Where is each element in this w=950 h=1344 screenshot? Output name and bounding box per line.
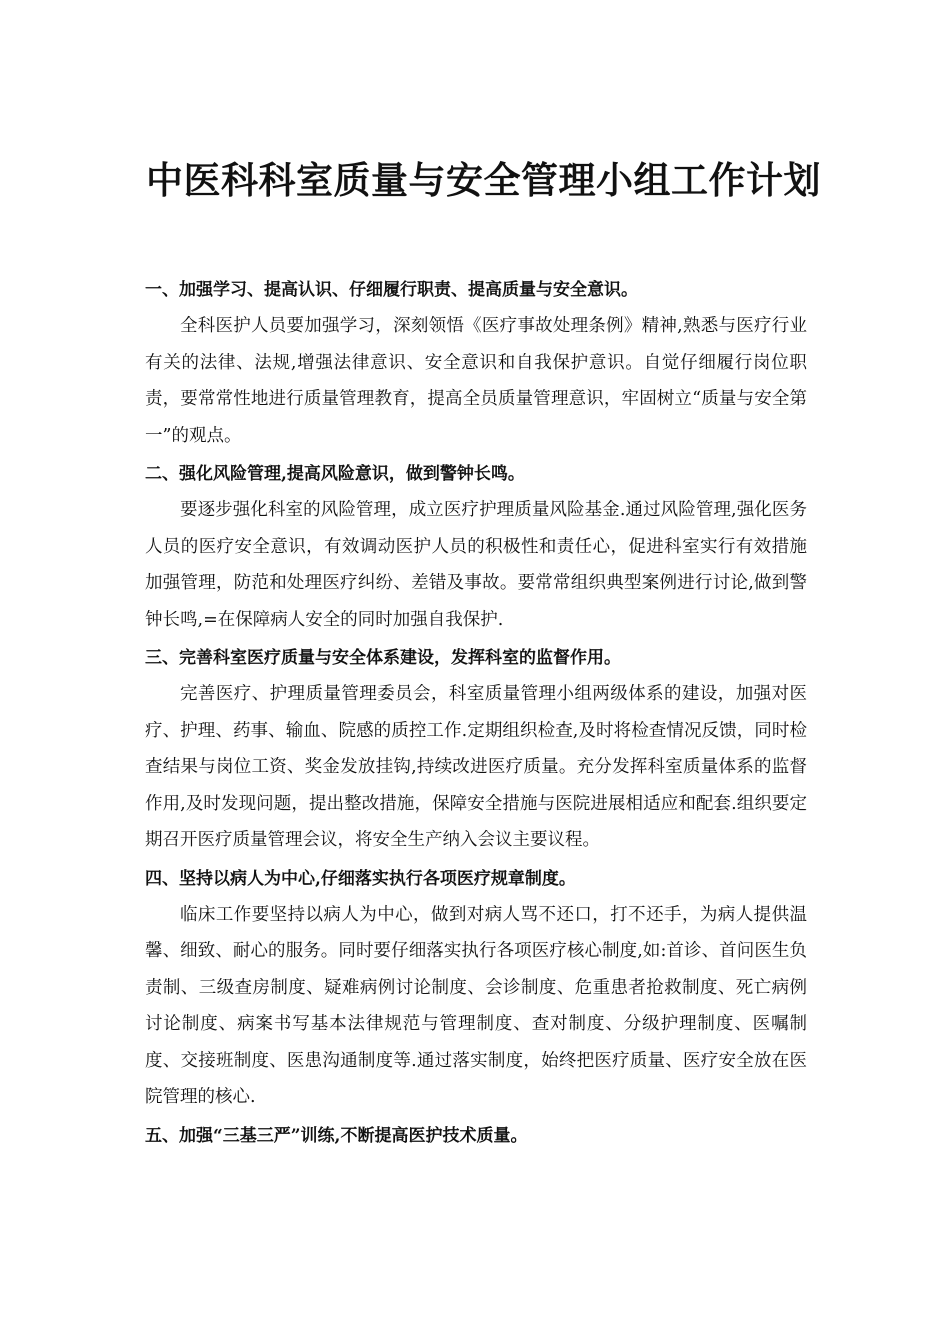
section-2 [145,454,807,638]
section-5 [145,1116,807,1156]
section-heading: 二、强化风险管理,提高风险意识，做到警钟长鸣。 [145,464,525,484]
section-paragraph: 完善医疗、护理质量管理委员会，科室质量管理小组两级体系的建设，加强对医疗、护理、药事、输血、院感的质控工作.定期组织检查,及时将检查情况反馈，同时检查结果与岗位工资、奖金发放挂钩,持续改进医疗质量。充分发挥科室质量体系的监督作用,及时发现问题，提出整改措施，保障安全措施与医院进展相适应和配套.组织要定期召开医疗质量管理会议，将安全生产纳入会议主要议程。 [145,684,807,850]
section-4 [145,859,807,1116]
section-paragraph: 全科医护人员要加强学习，深刻领悟《医疗事故处理条例》精神,熟悉与医疗行业有关的法律、法规,增强法律意识、安全意识和自我保护意识。自觉仔细履行岗位职责，要常常性地进行质量管理教育，提高全员质量管理意识，牢固树立“质量与安全第一”的观点。 [145,316,807,446]
section-heading: 五、加强“三基三严”训练,不断提高医护技术质量。 [145,1125,528,1146]
section-heading: 四、坚持以病人为中心,仔细落实执行各项医疗规章制度。 [145,868,576,889]
section-3 [145,638,807,859]
document-body [145,270,807,1156]
section-paragraph: 要逐步强化科室的风险管理，成立医疗护理质量风险基金.通过风险管理,强化医务人员的医疗安全意识，有效调动医护人员的积极性和责任心，促进科室实行有效措施加强管理，防范和处理医疗纠纷、差错及事故。要常常组织典型案例进行讨论,做到警钟长鸣,=在保障病人安全的同时加强自我保护. [145,500,807,630]
document-title: 中医科科室质量与安全管理小组工作计划 [146,158,821,202]
section-paragraph: 临床工作要坚持以病人为中心，做到对病人骂不还口，打不还手，为病人提供温馨、细致、耐心的服务。同时要仔细落实执行各项医疗核心制度,如:首诊、首问医生负责制、三级查房制度、疑难病例讨论制度、会诊制度、危重患者抢救制度、死亡病例讨论制度、病案书写基本法律规范与管理制度、查对制度、分级护理制度、医嘱制度、交接班制度、医患沟通制度等.通过落实制度，始终把医疗质量、医疗安全放在医院管理的核心. [145,904,807,1107]
section-heading: 三、完善科室医疗质量与安全体系建设，发挥科室的监督作用。 [145,648,621,668]
section-1 [145,270,807,454]
section-heading: 一、加强学习、提高认识、仔细履行职责、提高质量与安全意识。 [145,280,638,300]
